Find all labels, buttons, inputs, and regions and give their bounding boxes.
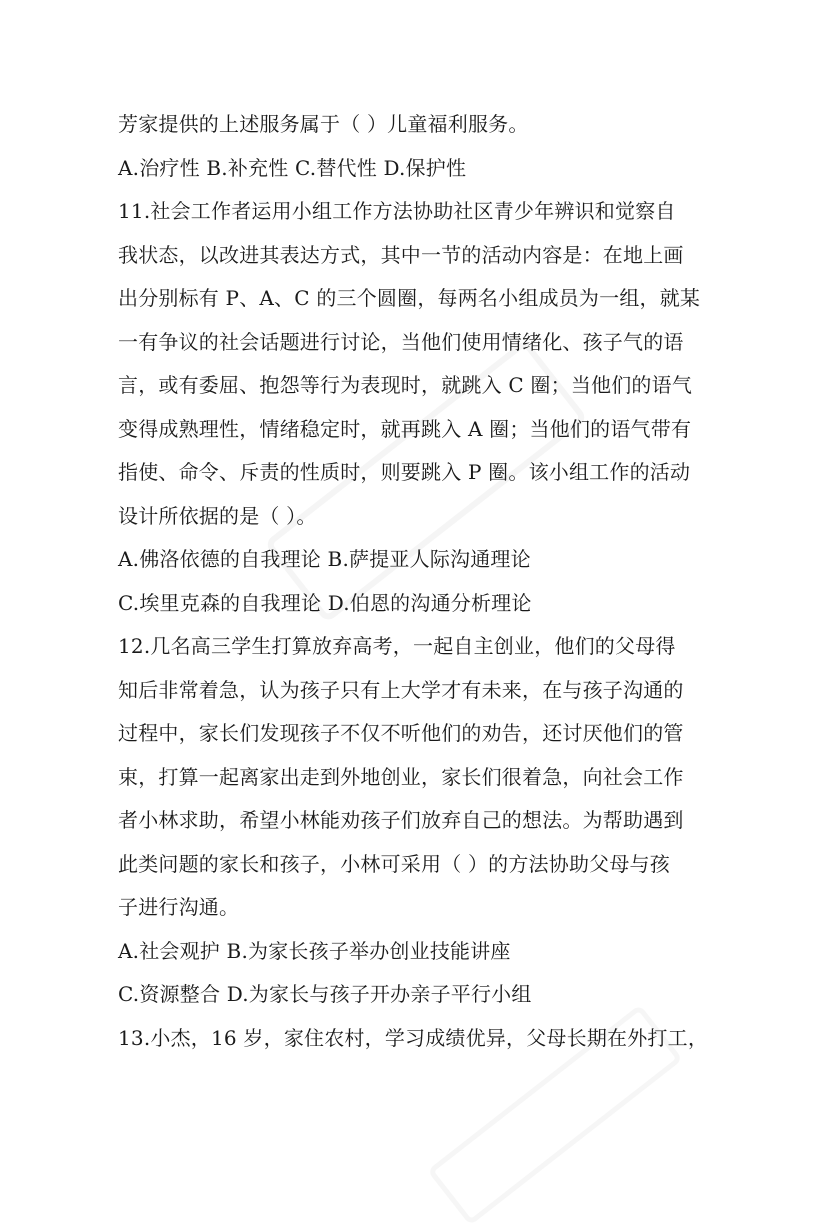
text-line: 子进行沟通。 (118, 895, 240, 919)
answer-options: A.佛洛依德的自我理论 B.萨提亚人际沟通理论 (118, 547, 531, 571)
text-line: 知后非常着急，认为孩子只有上大学才有未来，在与孩子沟通的 (118, 677, 684, 702)
text-line: 一有争议的社会话题进行讨论，当他们使用情绪化、孩子气的语 (118, 329, 684, 354)
text-line: 此类问题的家长和孩子，小林可采用（ ）的方法协助父母与孩 (118, 851, 670, 876)
text-line: 指使、命令、斥责的性质时，则要跳入 P 圈。该小组工作的活动 (118, 460, 691, 484)
document-body (118, 103, 718, 1060)
answer-options: C.埃里克森的自我理论 D.伯恩的沟通分析理论 (118, 590, 532, 615)
answer-options: A.社会观护 B.为家长孩子举办创业技能讲座 (118, 938, 511, 963)
text-line: 我状态，以改进其表达方式，其中一节的活动内容是：在地上画 (118, 242, 684, 267)
answer-options: C.资源整合 D.为家长与孩子开办亲子平行小组 (118, 982, 532, 1006)
text-line: 者小林求助，希望小林能劝孩子们放弃自己的想法。为帮助遇到 (118, 808, 684, 832)
question-11: 11.社会工作者运用小组工作方法协助社区青少年辨识和觉察自 (118, 199, 676, 223)
text-line: 出分别标有 P、A、C 的三个圆圈，每两名小组成员为一组，就某 (118, 286, 701, 310)
answer-options: A.治疗性 B.补充性 C.替代性 D.保护性 (118, 155, 467, 180)
question-12: 12.几名高三学生打算放弃高考，一起自主创业，他们的父母得 (118, 634, 676, 658)
question-13: 13.小杰，16 岁，家住农村，学习成绩优异，父母长期在外打工， (118, 1025, 709, 1050)
text-line: 芳家提供的上述服务属于（ ）儿童福利服务。 (118, 112, 529, 136)
text-line: 过程中，家长们发现孩子不仅不听他们的劝告，还讨厌他们的管 (118, 721, 684, 745)
text-line: 言，或有委屈、抱怨等行为表现时，就跳入 C 圈；当他们的语气 (118, 373, 693, 397)
text-line: 设计所依据的是（ ）。 (118, 503, 317, 528)
text-line: 变得成熟理性，情绪稳定时，就再跳入 A 圈；当他们的语气带有 (118, 416, 692, 441)
text-line: 束，打算一起离家出走到外地创业，家长们很着急，向社会工作 (118, 764, 684, 789)
